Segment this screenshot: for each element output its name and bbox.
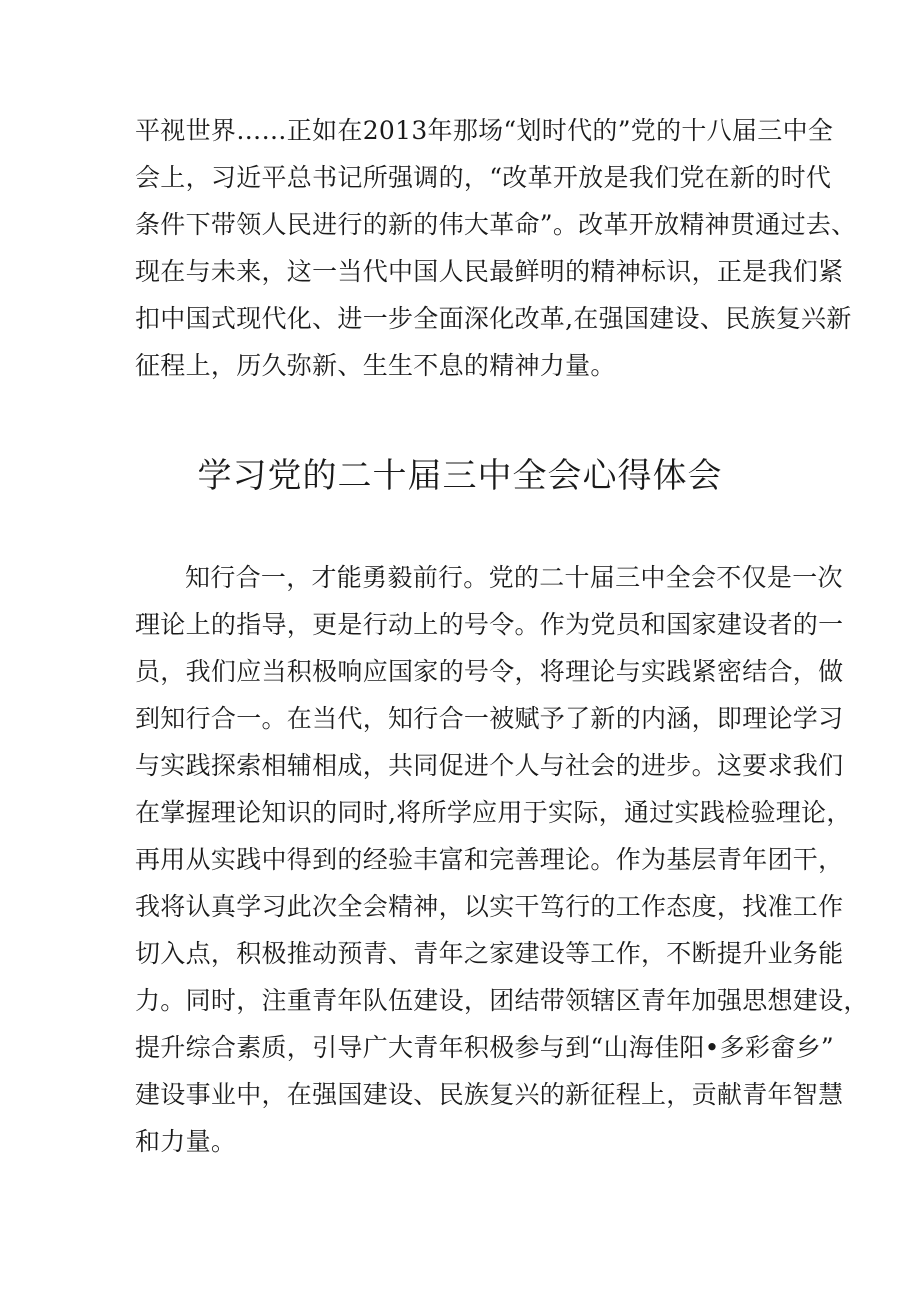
- paragraph-line: 知行合一，才能勇毅前行。党的二十届三中全会不仅是一次: [185, 563, 843, 592]
- paragraph-line: 切入点，积极推动预青、青年之家建设等工作，不断提升业务能: [135, 939, 844, 968]
- paragraph-line: 现在与未来，这一当代中国人民最鲜明的精神标识，正是我们紧: [135, 257, 844, 286]
- paragraph-line: 再用从实践中得到的经验丰富和完善理论。作为基层青年团干，: [135, 845, 844, 874]
- paragraph-line: 征程上，历久弥新、生生不息的精神力量。: [135, 351, 616, 380]
- paragraph-line: 提升综合素质，引导广大青年积极参与到“山海佳阳•多彩畲乡”: [135, 1033, 835, 1062]
- paragraph-body: [135, 554, 869, 1165]
- paragraph-line: 在掌握理论知识的同时,将所学应用于实际，通过实践检验理论，: [135, 798, 852, 827]
- paragraph-line: 条件下带领人民进行的新的伟大革命”。改革开放精神贯通过去、: [135, 210, 857, 239]
- paragraph-line: 到知行合一。在当代，知行合一被赋予了新的内涵，即理论学习: [135, 704, 844, 733]
- paragraph-line: 平视世界……正如在2013年那场“划时代的”党的十八届三中全: [135, 116, 834, 145]
- paragraph-continued: [135, 107, 857, 389]
- paragraph-line: 力。同时，注重青年队伍建设，团结带领辖区青年加强思想建设，: [135, 986, 869, 1015]
- paragraph-line: 与实践探索相辅相成，共同促进个人与社会的进步。这要求我们: [135, 751, 844, 780]
- paragraph-line: 和力量。: [135, 1127, 237, 1156]
- document-title: 学习党的二十届三中全会心得体会: [197, 456, 723, 496]
- paragraph-line: 我将认真学习此次全会精神，以实干笃行的工作态度，找准工作: [135, 892, 844, 921]
- paragraph-line: 理论上的指导，更是行动上的号令。作为党员和国家建设者的一: [135, 610, 844, 639]
- paragraph-line: 会上，习近平总书记所强调的，“改革开放是我们党在新的时代: [135, 163, 832, 192]
- paragraph-line: 扣中国式现代化、进一步全面深化改革,在强国建设、民族复兴新: [135, 304, 852, 333]
- paragraph-line: 员，我们应当积极响应国家的号令，将理论与实践紧密结合，做: [135, 657, 844, 686]
- paragraph-line: 建设事业中，在强国建设、民族复兴的新征程上，贡献青年智慧: [135, 1080, 844, 1109]
